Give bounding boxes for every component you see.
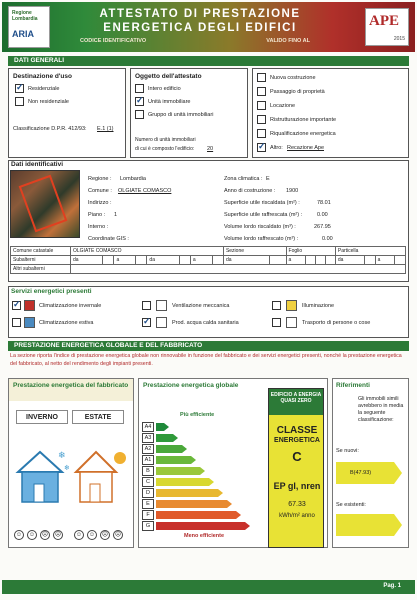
piu-efficiente-label: Più efficiente bbox=[180, 412, 215, 418]
classificazione-value: E.1 (1) bbox=[97, 126, 114, 132]
piano-value: 1 bbox=[114, 212, 118, 218]
energy-class-bar bbox=[156, 467, 200, 475]
ristrutturazione-label: Ristrutturazione importante bbox=[270, 117, 337, 123]
anno-label: Anno di costruzione : bbox=[224, 188, 276, 194]
energy-class-row bbox=[142, 466, 262, 476]
energy-class-bar bbox=[156, 478, 209, 486]
inverno-label: INVERNO bbox=[16, 410, 68, 424]
comune-value: OLGIATE COMASCO bbox=[118, 188, 172, 194]
clim-estiva-label: Climatizzazione estiva bbox=[39, 320, 94, 326]
summer-house-icon bbox=[72, 446, 130, 506]
dati-identificativi-title: Dati identificativi bbox=[11, 161, 64, 168]
clim-invernale-checkbox[interactable] bbox=[12, 301, 21, 310]
sup-risc-value: 78.01 bbox=[317, 200, 331, 206]
code-label: CODICE IDENTIFICATIVO bbox=[80, 38, 147, 44]
altri-subalterni-label: Altri subalterni bbox=[11, 265, 71, 274]
water-tap-icon bbox=[156, 317, 167, 328]
ape-logo bbox=[365, 8, 409, 46]
servizi-title: Servizi energetici presenti bbox=[11, 288, 92, 295]
document-title-line2: ENERGETICA DEGLI EDIFICI bbox=[103, 22, 297, 34]
nuova-costruzione-checkbox[interactable] bbox=[257, 73, 266, 82]
energy-class-label: A3 bbox=[142, 433, 154, 443]
regione-lombardia-logo: Regione Lombardia bbox=[12, 10, 38, 22]
riqualificazione-label: Riqualificazione energetica bbox=[270, 131, 336, 137]
building-aerial-photo bbox=[10, 170, 80, 238]
energy-class-bar bbox=[156, 489, 218, 497]
clim-invernale-label: Climatizzazione invernale bbox=[39, 303, 102, 309]
summer-rating-face-2: ☺ bbox=[88, 532, 96, 538]
comune-catastale-value: OLGIATE COMASCO bbox=[71, 247, 224, 256]
residenziale-label: Residenziale bbox=[28, 86, 60, 92]
energy-class-row bbox=[142, 455, 262, 465]
unita-immobiliare-label: Unità immobiliare bbox=[148, 99, 191, 105]
estate-label: ESTATE bbox=[72, 410, 124, 424]
summer-rating-face-1: ☺ bbox=[75, 532, 83, 538]
elevator-icon bbox=[286, 317, 297, 328]
motivazione-box bbox=[252, 68, 409, 158]
subalterni-label: Subalterni bbox=[11, 256, 71, 265]
intero-edificio-checkbox[interactable] bbox=[135, 84, 144, 93]
prestazione-bar: PRESTAZIONE ENERGETICA GLOBALE E DEL FABBRICATO bbox=[8, 341, 409, 351]
ep-value: 67.33 bbox=[288, 501, 306, 508]
fan-icon bbox=[156, 300, 167, 311]
altro-checkbox[interactable] bbox=[257, 143, 266, 152]
vol-raff-label: Volume lordo raffrescato (m³) : bbox=[224, 236, 299, 242]
se-esistenti-label: Se esistenti: bbox=[336, 502, 366, 508]
unita-immobiliare-checkbox[interactable] bbox=[135, 97, 144, 106]
clim-estiva-checkbox[interactable] bbox=[12, 318, 21, 327]
altro-value: Recazione Ape bbox=[287, 145, 324, 151]
regione-value: Lombardia bbox=[120, 176, 146, 182]
energy-class-row bbox=[142, 444, 262, 454]
classe-energetica-box bbox=[268, 388, 324, 548]
svg-text:❄: ❄ bbox=[58, 451, 66, 461]
se-nuovi-label: Se nuovi: bbox=[336, 448, 359, 454]
ventilazione-label: Ventilazione meccanica bbox=[172, 303, 230, 309]
coordinate-label: Coordinate GIS : bbox=[88, 236, 129, 242]
sup-raff-value: 0.00 bbox=[317, 212, 328, 218]
nuova-costruzione-label: Nuova costruzione bbox=[270, 75, 316, 81]
numero-unita-label: Numero di unità immobiliari bbox=[135, 137, 196, 143]
illuminazione-checkbox[interactable] bbox=[272, 301, 281, 310]
subalterni-a-3: a bbox=[286, 256, 305, 265]
indirizzo-label: Indirizzo : bbox=[88, 200, 112, 206]
locazione-label: Locazione bbox=[270, 103, 296, 109]
interno-label: Interno : bbox=[88, 224, 109, 230]
vol-risc-label: Volume lordo riscaldato (m³) : bbox=[224, 224, 296, 230]
air-conditioner-icon bbox=[24, 317, 35, 328]
energy-class-row bbox=[142, 510, 262, 520]
numero-unita-label2: di cui è composto l'edificio: bbox=[135, 146, 195, 152]
energy-class-label: A2 bbox=[142, 444, 154, 454]
aria-logo: ARIA bbox=[12, 29, 34, 39]
energy-class-row bbox=[142, 499, 262, 509]
destinazione-box bbox=[8, 68, 126, 158]
gruppo-unita-checkbox[interactable] bbox=[135, 110, 144, 119]
passaggio-label: Passaggio di proprietà bbox=[270, 89, 325, 95]
zona-label: Zona climatica : bbox=[224, 176, 263, 182]
vol-risc-value: 267.95 bbox=[314, 224, 331, 230]
page-footer bbox=[2, 580, 415, 594]
meno-efficiente-label: Meno efficiente bbox=[184, 533, 225, 539]
subalterni-a-2: a bbox=[190, 256, 212, 265]
subalterni-da-3: da bbox=[223, 256, 269, 265]
institution-logos bbox=[8, 6, 50, 48]
acqua-calda-label: Prod. acqua calda sanitaria bbox=[172, 320, 239, 326]
energy-class-bar bbox=[156, 445, 182, 453]
se-nuovi-value: B(47.93) bbox=[350, 470, 372, 476]
non-residenziale-checkbox[interactable] bbox=[15, 97, 24, 106]
page-number: Pag. 1 bbox=[383, 583, 401, 589]
subalterni-a-4: a bbox=[375, 256, 395, 265]
sup-raff-label: Superficie utile raffrescata (m²) : bbox=[224, 212, 303, 218]
fabbricato-title: Prestazione energetica del fabbricato bbox=[9, 379, 133, 401]
riferimenti-text: Gli immobili simili avrebbero in media la seguente classificazione: bbox=[358, 396, 404, 423]
energy-class-bar bbox=[156, 522, 245, 530]
trasporto-label: Trasporto di persone o cose bbox=[302, 320, 371, 326]
classe-label: CLASSE bbox=[276, 425, 318, 436]
catasto-row-subalterni bbox=[11, 256, 406, 265]
summer-rating-face-3: ☹ bbox=[101, 532, 109, 538]
energy-class-label: A4 bbox=[142, 422, 154, 432]
winter-rating-face-1: ☺ bbox=[15, 532, 23, 538]
ep-unit: kWh/m² anno bbox=[279, 513, 315, 519]
gruppo-unita-label: Gruppo di unità immobiliari bbox=[148, 112, 214, 118]
energy-class-row bbox=[142, 477, 262, 487]
classificazione-label: Classificazione D.P.R. 412/93: bbox=[13, 126, 87, 132]
vol-raff-value: 0.00 bbox=[322, 236, 333, 242]
prestazione-description: La sezione riporta l'indice di prestazione energetica globale non rinnovabile in funzione del fabbricato e dei servizi energetici presenti, nonché la prestazione energetica del fabbricato, al netto del rendimento degli impianti presenti. bbox=[10, 353, 402, 367]
subalterni-da-4: da bbox=[335, 256, 364, 265]
intero-edificio-label: Intero edificio bbox=[148, 86, 181, 92]
regione-label: Regione : bbox=[88, 176, 112, 182]
locazione-checkbox[interactable] bbox=[257, 101, 266, 110]
energy-class-row bbox=[142, 521, 262, 531]
riqualificazione-checkbox[interactable] bbox=[257, 129, 266, 138]
sup-risc-label: Superficie utile riscaldata (m²) : bbox=[224, 200, 300, 206]
foglio-label: Foglio bbox=[286, 247, 335, 256]
passaggio-checkbox[interactable] bbox=[257, 87, 266, 96]
subalterni-da-1: da bbox=[71, 256, 103, 265]
energy-class-scale bbox=[142, 422, 262, 534]
energy-class-label: C bbox=[142, 477, 154, 487]
winter-house-icon bbox=[14, 446, 72, 506]
trasporto-checkbox[interactable] bbox=[272, 318, 281, 327]
anno-value: 1900 bbox=[286, 188, 299, 194]
energy-class-bar bbox=[156, 500, 227, 508]
zona-value: E bbox=[266, 176, 270, 182]
energy-class-row bbox=[142, 488, 262, 498]
illuminazione-label: Illuminazione bbox=[302, 303, 335, 309]
sezione-label: Sezione bbox=[223, 247, 286, 256]
energetica-label: ENERGETICA bbox=[274, 437, 320, 444]
energy-class-label: E bbox=[142, 499, 154, 509]
ristrutturazione-checkbox[interactable] bbox=[257, 115, 266, 124]
acqua-calda-checkbox[interactable] bbox=[142, 318, 151, 327]
header-subline bbox=[80, 38, 320, 44]
valid-label: VALIDO FINO AL bbox=[266, 38, 310, 44]
energy-class-bar bbox=[156, 434, 173, 442]
ape-logo-year: 2015 bbox=[393, 36, 405, 42]
residenziale-checkbox[interactable] bbox=[15, 84, 24, 93]
summer-rating-face-4: ☹ bbox=[114, 532, 122, 538]
oggetto-box bbox=[130, 68, 248, 158]
document-header bbox=[2, 2, 415, 52]
numero-unita-value: 20 bbox=[207, 146, 214, 152]
light-bulb-icon bbox=[286, 300, 297, 311]
riferimenti-title: Riferimenti bbox=[336, 382, 370, 389]
energy-class-label: F bbox=[142, 510, 154, 520]
energy-class-label: B bbox=[142, 466, 154, 476]
winter-rating-face-4: ☹ bbox=[54, 532, 62, 538]
catasto-row-altri bbox=[11, 265, 406, 274]
dati-generali-bar: DATI GENERALI bbox=[8, 56, 409, 66]
edificio-quasi-zero-header: EDIFICIO A ENERGIA QUASI ZERO bbox=[269, 389, 323, 415]
destinazione-title: Destinazione d'uso bbox=[13, 73, 72, 80]
ape-logo-text: APE bbox=[369, 13, 399, 29]
altro-label: Altro: bbox=[270, 145, 283, 151]
piano-label: Piano : bbox=[88, 212, 106, 218]
particella-label: Particella bbox=[335, 247, 405, 256]
energy-class-bar bbox=[156, 456, 191, 464]
ventilazione-checkbox[interactable] bbox=[142, 301, 151, 310]
subalterni-da-2: da bbox=[147, 256, 179, 265]
svg-text:❄: ❄ bbox=[64, 464, 70, 472]
winter-rating-face-2: ☺ bbox=[28, 532, 36, 538]
comune-label: Comune : bbox=[88, 188, 112, 194]
radiator-icon bbox=[24, 300, 35, 311]
subalterni-a-1: a bbox=[114, 256, 136, 265]
document-title-line1: ATTESTATO DI PRESTAZIONE bbox=[99, 8, 301, 20]
non-residenziale-label: Non residenziale bbox=[28, 99, 69, 105]
catasto-row-comune bbox=[11, 247, 406, 256]
energy-class-bar bbox=[156, 511, 236, 519]
oggetto-title: Oggetto dell'attestato bbox=[135, 73, 202, 80]
se-esistenti-arrow bbox=[336, 514, 394, 536]
energy-class-label: D bbox=[142, 488, 154, 498]
comune-catastale-label: Comune catastale bbox=[11, 247, 71, 256]
globale-title: Prestazione energetica globale bbox=[139, 379, 327, 401]
energy-class-label: G bbox=[142, 521, 154, 531]
energy-class-bar bbox=[156, 423, 164, 431]
winter-rating-face-3: ☹ bbox=[41, 532, 49, 538]
energy-class-row bbox=[142, 422, 262, 432]
catasto-table bbox=[10, 246, 406, 274]
energy-class-label: A1 bbox=[142, 455, 154, 465]
classe-value: C bbox=[292, 449, 302, 464]
ep-label: EP gl, nren bbox=[273, 481, 321, 491]
energy-class-row bbox=[142, 433, 262, 443]
